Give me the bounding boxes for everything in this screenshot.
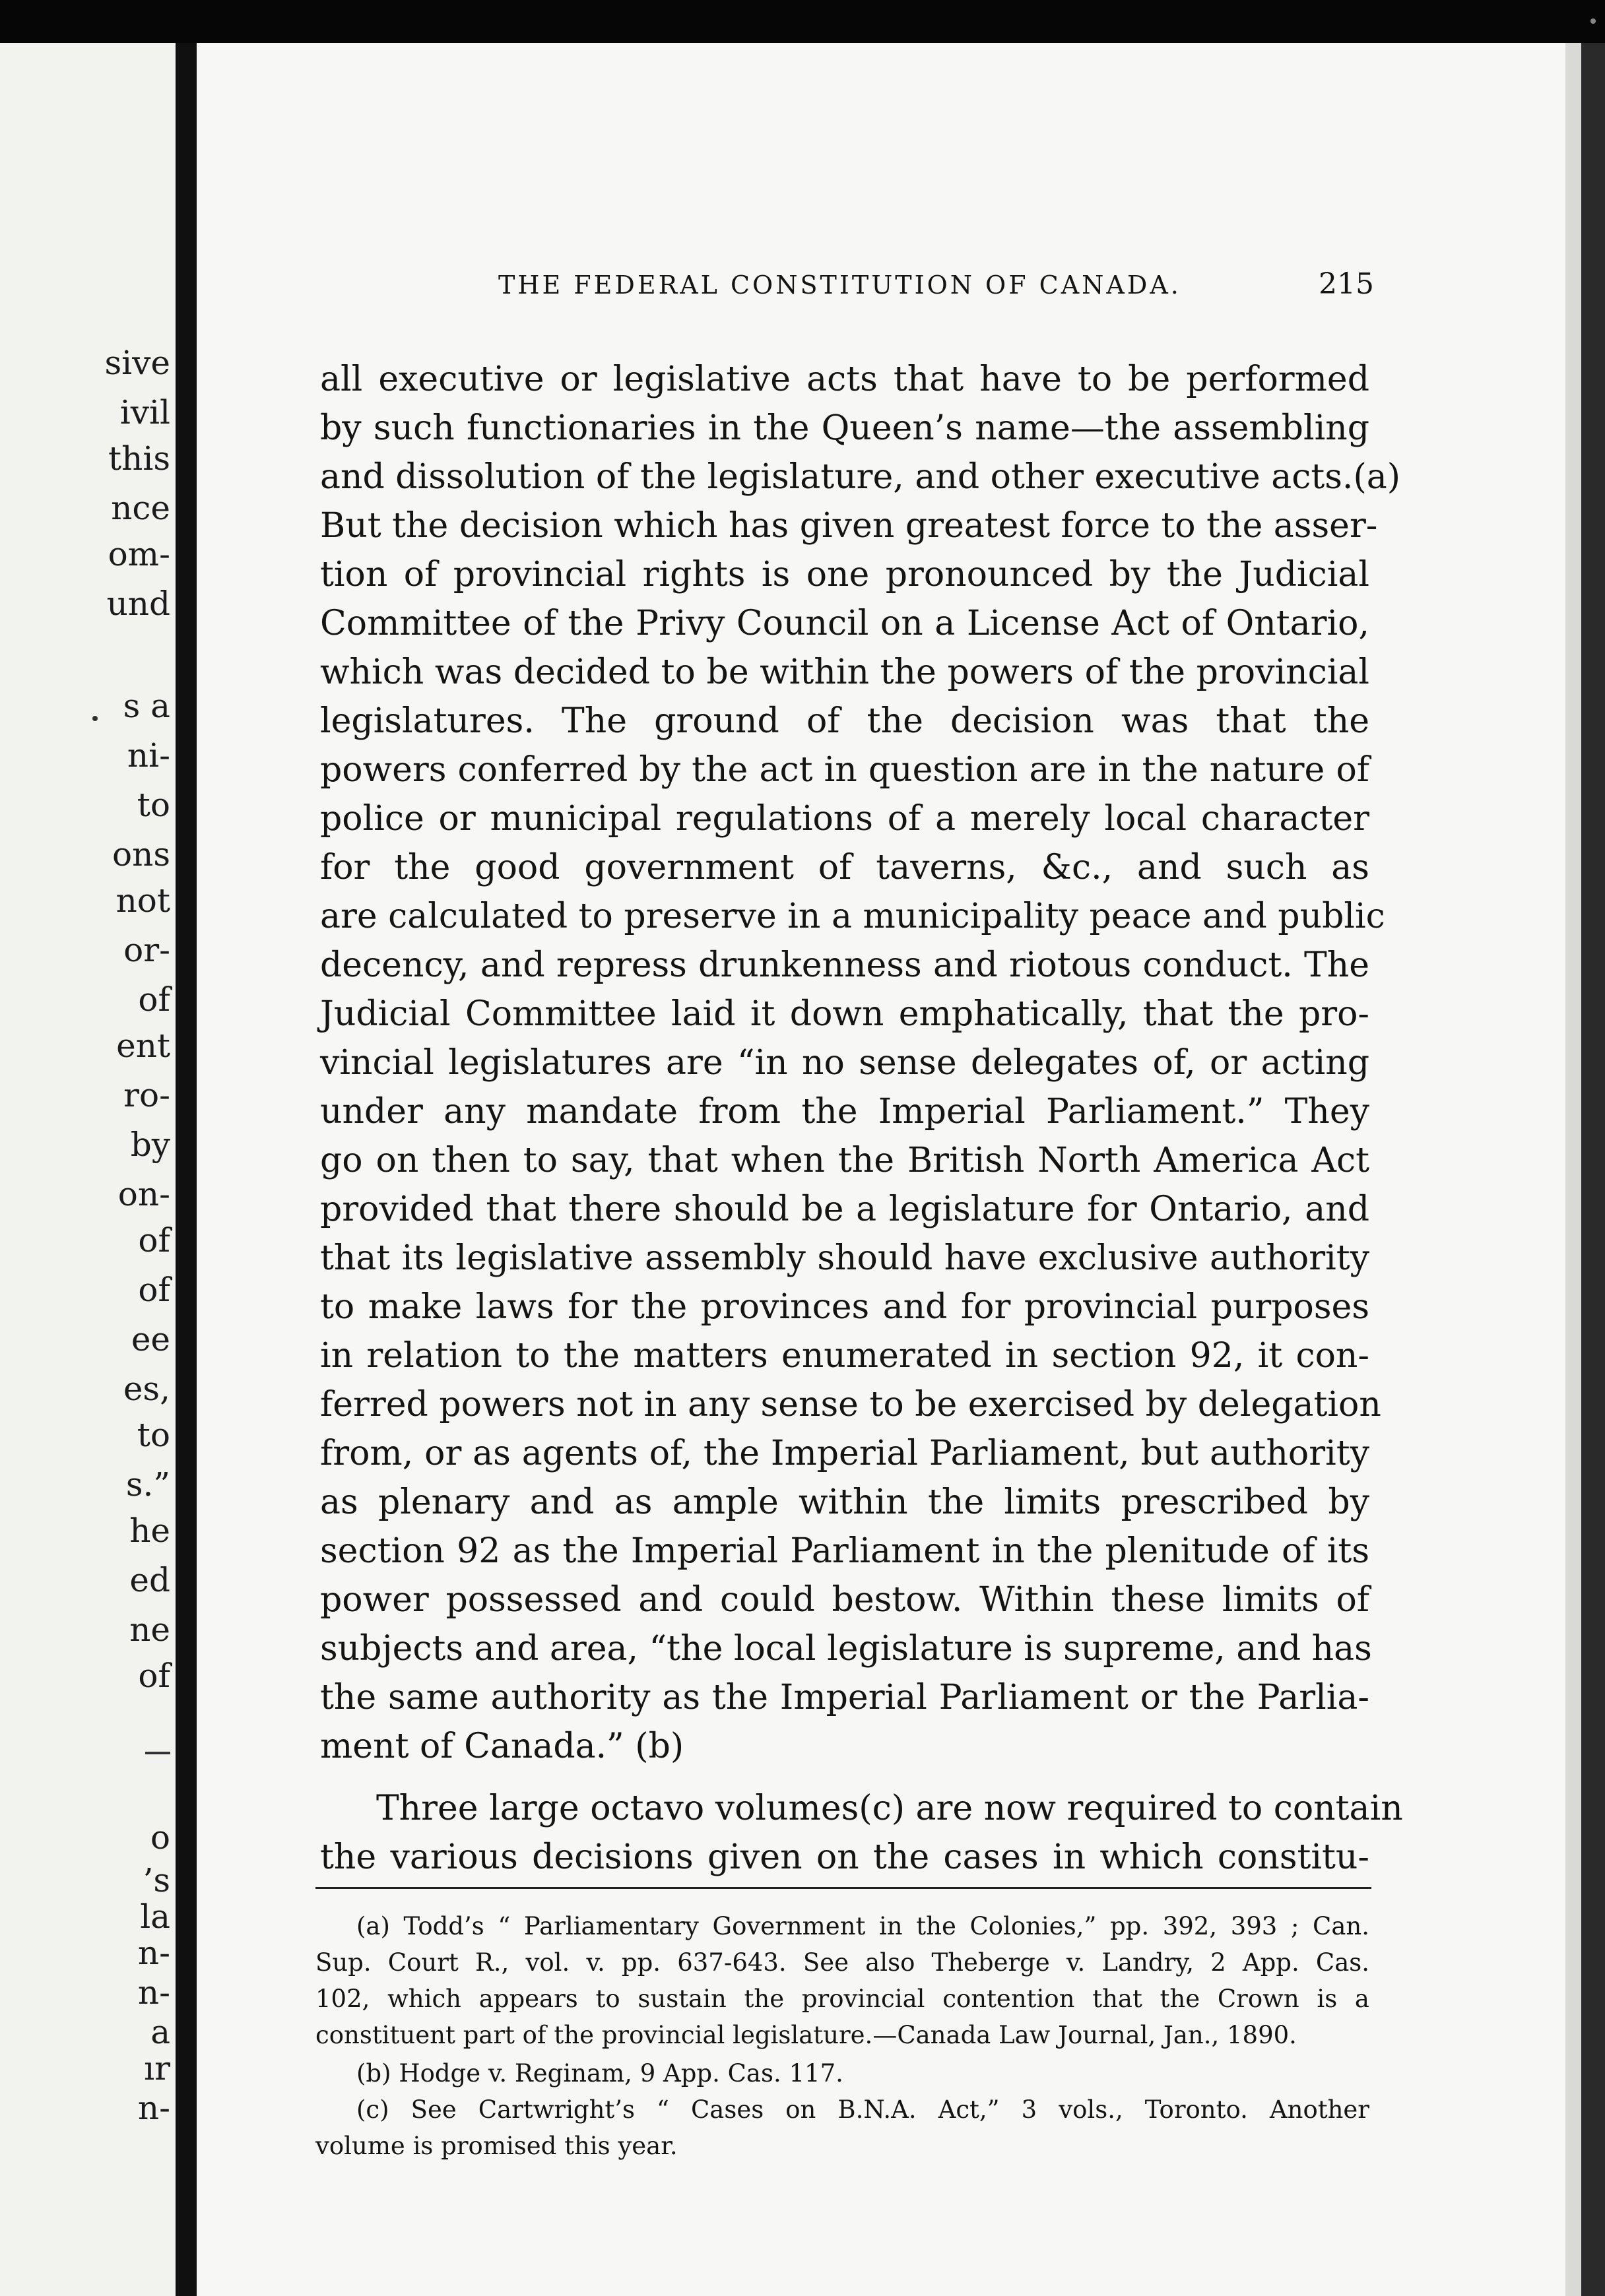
footnote-line: (a) Todd’s “ Parliamentary Government in the Colonies,” pp. 392, 393 ; Can. bbox=[356, 1912, 1369, 1940]
left-fragment-line: ivil bbox=[119, 393, 170, 431]
page-number: 215 bbox=[1319, 267, 1374, 301]
left-fragment-line: this bbox=[108, 439, 170, 478]
body-line: to make laws for the provinces and for provincial purposes bbox=[320, 1287, 1369, 1327]
scan-speck bbox=[1590, 18, 1596, 24]
body-line: Three large octavo volumes(c) are now required to contain bbox=[376, 1789, 1403, 1828]
left-fragment-line: ee bbox=[131, 1320, 170, 1358]
body-line: from, or as agents of, the Imperial Parliament, but authority bbox=[320, 1434, 1369, 1473]
left-fragment-line: of bbox=[138, 1657, 170, 1695]
left-fragment-line: ent bbox=[116, 1027, 170, 1065]
body-line: vincial legislatures are “in no sense delegates of, or acting bbox=[320, 1043, 1369, 1083]
left-fragment-line: sive bbox=[104, 344, 170, 382]
left-fragment-line: to bbox=[137, 1416, 170, 1454]
body-line: Judicial Committee laid it down emphatically, that the pro- bbox=[320, 994, 1369, 1034]
body-line: Committee of the Privy Council on a License Act of Ontario, bbox=[320, 604, 1369, 643]
body-line: that its legislative assembly should have exclusive authority bbox=[320, 1238, 1369, 1278]
footnote-line: volume is promised this year. bbox=[315, 2132, 678, 2160]
body-line: But the decision which has given greatest force to the asser- bbox=[320, 506, 1378, 546]
body-line: in relation to the matters enumerated in section 92, it con- bbox=[320, 1336, 1369, 1376]
scan-speck bbox=[92, 716, 98, 721]
left-fragment-line: he bbox=[129, 1512, 170, 1550]
left-fragment-line: ro- bbox=[123, 1076, 170, 1114]
left-fragment-line: es, bbox=[123, 1370, 170, 1408]
body-line: decency, and repress drunkenness and riotous conduct. The bbox=[320, 945, 1369, 985]
left-fragment-line: n- bbox=[137, 1973, 170, 2012]
body-line: go on then to say, that when the British North America Act bbox=[320, 1141, 1369, 1180]
left-fragment-line: of bbox=[138, 1221, 170, 1260]
left-fragment-line: und bbox=[106, 585, 170, 623]
body-line: under any mandate from the Imperial Parliament.” They bbox=[320, 1092, 1369, 1132]
left-fragment-line: on- bbox=[117, 1175, 170, 1213]
scan-right-border bbox=[1581, 43, 1605, 2296]
body-line: all executive or legislative acts that have to be performed bbox=[320, 360, 1369, 399]
footnote-line: constituent part of the provincial legislature.—Canada Law Journal, Jan., 1890. bbox=[315, 2021, 1297, 2049]
left-fragment-line: n- bbox=[137, 2089, 170, 2127]
footnote-line: (b) Hodge v. Reginam, 9 App. Cas. 117. bbox=[356, 2059, 843, 2088]
left-fragment-line: ons bbox=[112, 835, 170, 874]
body-line: power possessed and could bestow. Within these limits of bbox=[320, 1580, 1369, 1620]
footnote-rule bbox=[315, 1887, 1371, 1889]
left-fragment-line: o bbox=[150, 1818, 170, 1857]
left-fragment-line: ’s bbox=[143, 1861, 170, 1899]
left-fragment-line: la bbox=[140, 1897, 170, 1936]
body-line: the various decisions given on the cases in which constitu- bbox=[320, 1837, 1369, 1877]
left-fragment-line: om- bbox=[108, 535, 170, 573]
page-edge bbox=[1565, 43, 1581, 2296]
body-line: provided that there should be a legislature for Ontario, and bbox=[320, 1190, 1369, 1229]
left-fragment-line: a bbox=[150, 2013, 170, 2051]
left-fragment-line: of bbox=[138, 980, 170, 1019]
body-line: legislatures. The ground of the decision was that the bbox=[320, 701, 1369, 741]
body-line: ment of Canada.” (b) bbox=[320, 1727, 684, 1766]
left-fragment-line: s a bbox=[123, 687, 170, 725]
left-fragment-line: s.” bbox=[125, 1465, 170, 1504]
body-line: powers conferred by the act in question are in the nature of bbox=[320, 750, 1369, 790]
left-fragment-line: nce bbox=[111, 489, 170, 527]
body-line: which was decided to be within the powers of the provincial bbox=[320, 653, 1369, 692]
footnote-line: (c) See Cartwright’s “ Cases on B.N.A. Act,” 3 vols., Toronto. Another bbox=[356, 2095, 1369, 2124]
footnote-line: 102, which appears to sustain the provincial contention that the Crown is a bbox=[315, 1985, 1369, 2013]
left-page-rule bbox=[145, 1752, 170, 1754]
scan-top-border bbox=[0, 0, 1605, 43]
left-fragment-line: of bbox=[138, 1271, 170, 1309]
book-gutter bbox=[176, 43, 197, 2296]
left-fragment-line: by bbox=[130, 1126, 170, 1164]
left-fragment-line: to bbox=[137, 786, 170, 824]
body-line: police or municipal regulations of a merely local character bbox=[320, 799, 1369, 839]
body-line: for the good government of taverns, &c., and such as bbox=[320, 848, 1369, 887]
left-fragment-line: or- bbox=[123, 931, 170, 969]
left-fragment-line: ni- bbox=[127, 736, 170, 775]
body-line: section 92 as the Imperial Parliament in the plenitude of its bbox=[320, 1531, 1369, 1571]
body-line: ferred powers not in any sense to be exercised by delegation bbox=[320, 1385, 1381, 1424]
body-line: tion of provincial rights is one pronounced by the Judicial bbox=[320, 555, 1369, 594]
footnote-line: Sup. Court R., vol. v. pp. 637-643. See also Theberge v. Landry, 2 App. Cas. bbox=[315, 1948, 1369, 1977]
running-head: THE FEDERAL CONSTITUTION OF CANADA. bbox=[498, 271, 1181, 300]
left-fragment-line: ed bbox=[129, 1561, 170, 1599]
left-fragment-line: n- bbox=[137, 1934, 170, 1972]
body-line: the same authority as the Imperial Parliament or the Parlia- bbox=[320, 1678, 1369, 1717]
body-line: and dissolution of the legislature, and other executive acts.(a) bbox=[320, 457, 1401, 497]
body-line: as plenary and as ample within the limits prescribed by bbox=[320, 1483, 1369, 1522]
left-fragment-line: not bbox=[115, 881, 170, 920]
body-line: are calculated to preserve in a municipality peace and public bbox=[320, 897, 1385, 936]
body-line: subjects and area, “the local legislature is supreme, and has bbox=[320, 1629, 1372, 1669]
left-fragment-line: ır bbox=[144, 2049, 170, 2088]
body-line: by such functionaries in the Queen’s name—the assembling bbox=[320, 408, 1369, 448]
left-fragment-line: ne bbox=[129, 1610, 170, 1649]
